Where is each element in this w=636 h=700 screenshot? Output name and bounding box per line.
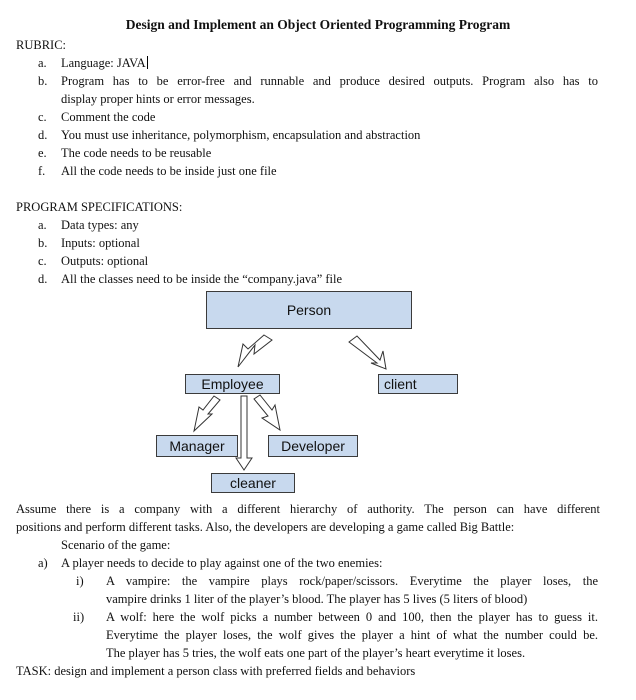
description-line-2: positions and perform different tasks. Also, the developers are developing a game called Big Battle: — [16, 520, 515, 534]
rubric-item-comment: Comment the code — [61, 110, 156, 124]
person-label: Person — [286, 302, 332, 318]
person-class-box — [206, 291, 412, 329]
specs-marker-c: c. — [38, 254, 47, 268]
rubric-item-oop: You must use inheritance, polymorphism, encapsulation and abstraction — [61, 128, 421, 142]
wolf-line-1: A wolf: here the wolf picks a number between 0 and 100, then the player has to guess it. — [106, 610, 598, 624]
arrow-employee-manager — [194, 396, 220, 431]
arrow-person-employee — [238, 335, 272, 367]
rubric-marker-c: c. — [38, 110, 47, 124]
specs-item-datatypes: Data types: any — [61, 218, 139, 232]
manager-label: Manager — [169, 438, 225, 454]
task-statement: TASK: design and implement a person class with preferred fields and behaviors — [16, 664, 416, 678]
description-line-1: Assume there is a company with a different hierarchy of authority. The person can have different — [16, 502, 600, 516]
rubric-marker-a: a. — [38, 56, 47, 70]
specs-item-classes: All the classes need to be inside the “company.java” file — [61, 272, 343, 286]
list-marker-a: a) — [38, 556, 48, 570]
rubric-marker-f: f. — [38, 164, 46, 178]
list-marker-i: i) — [76, 574, 84, 588]
rubric-item-errorfree-cont: display proper hints or error messages. — [61, 92, 255, 106]
specs-marker-b: b. — [38, 236, 48, 250]
rubric-item-onefile: All the code needs to be inside just one file — [61, 164, 277, 178]
rubric-item-reusable: The code needs to be reusable — [61, 146, 212, 160]
vampire-line-2: vampire drinks 1 liter of the player’s blood. The player has 5 lives (5 liters of blood) — [106, 592, 528, 606]
specs-marker-a: a. — [38, 218, 47, 232]
rubric-heading: RUBRIC: — [16, 38, 67, 52]
specs-item-inputs: Inputs: optional — [61, 236, 140, 250]
rubric-marker-e: e. — [38, 146, 47, 160]
specs-item-outputs: Outputs: optional — [61, 254, 149, 268]
document-title: Design and Implement an Object Oriented Programming Program — [125, 17, 511, 32]
rubric-marker-b: b. — [38, 74, 48, 88]
cleaner-class-box — [211, 473, 295, 493]
developer-class-box — [268, 435, 358, 457]
specs-heading: PROGRAM SPECIFICATIONS: — [16, 200, 183, 214]
arrow-person-client — [349, 336, 386, 369]
employee-label: Employee — [201, 376, 264, 392]
rubric-marker-d: d. — [38, 128, 48, 142]
client-class-box — [378, 374, 458, 394]
wolf-line-3: The player has 5 tries, the wolf eats one part of the player’s heart everytime it loses. — [106, 646, 526, 660]
wolf-line-2: Everytime the player loses, the wolf gives the player a hint of what the number could be. — [106, 628, 598, 642]
arrow-employee-developer — [254, 395, 280, 430]
specs-marker-d: d. — [38, 272, 48, 286]
enemy-choice-text: A player needs to decide to play against one of the two enemies: — [61, 556, 383, 570]
scenario-heading: Scenario of the game: — [61, 538, 171, 552]
rubric-item-text: Language: JAVA — [61, 56, 146, 70]
vampire-line-1: A vampire: the vampire plays rock/paper/scissors. Everytime the player loses, the — [106, 574, 598, 588]
client-label: client — [384, 376, 417, 392]
rubric-item-errorfree: Program has to be error-free and runnable and produce desired outputs. Program also has to — [61, 74, 598, 88]
manager-class-box — [156, 435, 238, 457]
list-marker-ii: ii) — [73, 610, 85, 624]
developer-label: Developer — [281, 438, 345, 454]
arrow-employee-cleaner — [236, 396, 252, 470]
cleaner-label: cleaner — [230, 475, 276, 491]
employee-class-box — [185, 374, 280, 394]
